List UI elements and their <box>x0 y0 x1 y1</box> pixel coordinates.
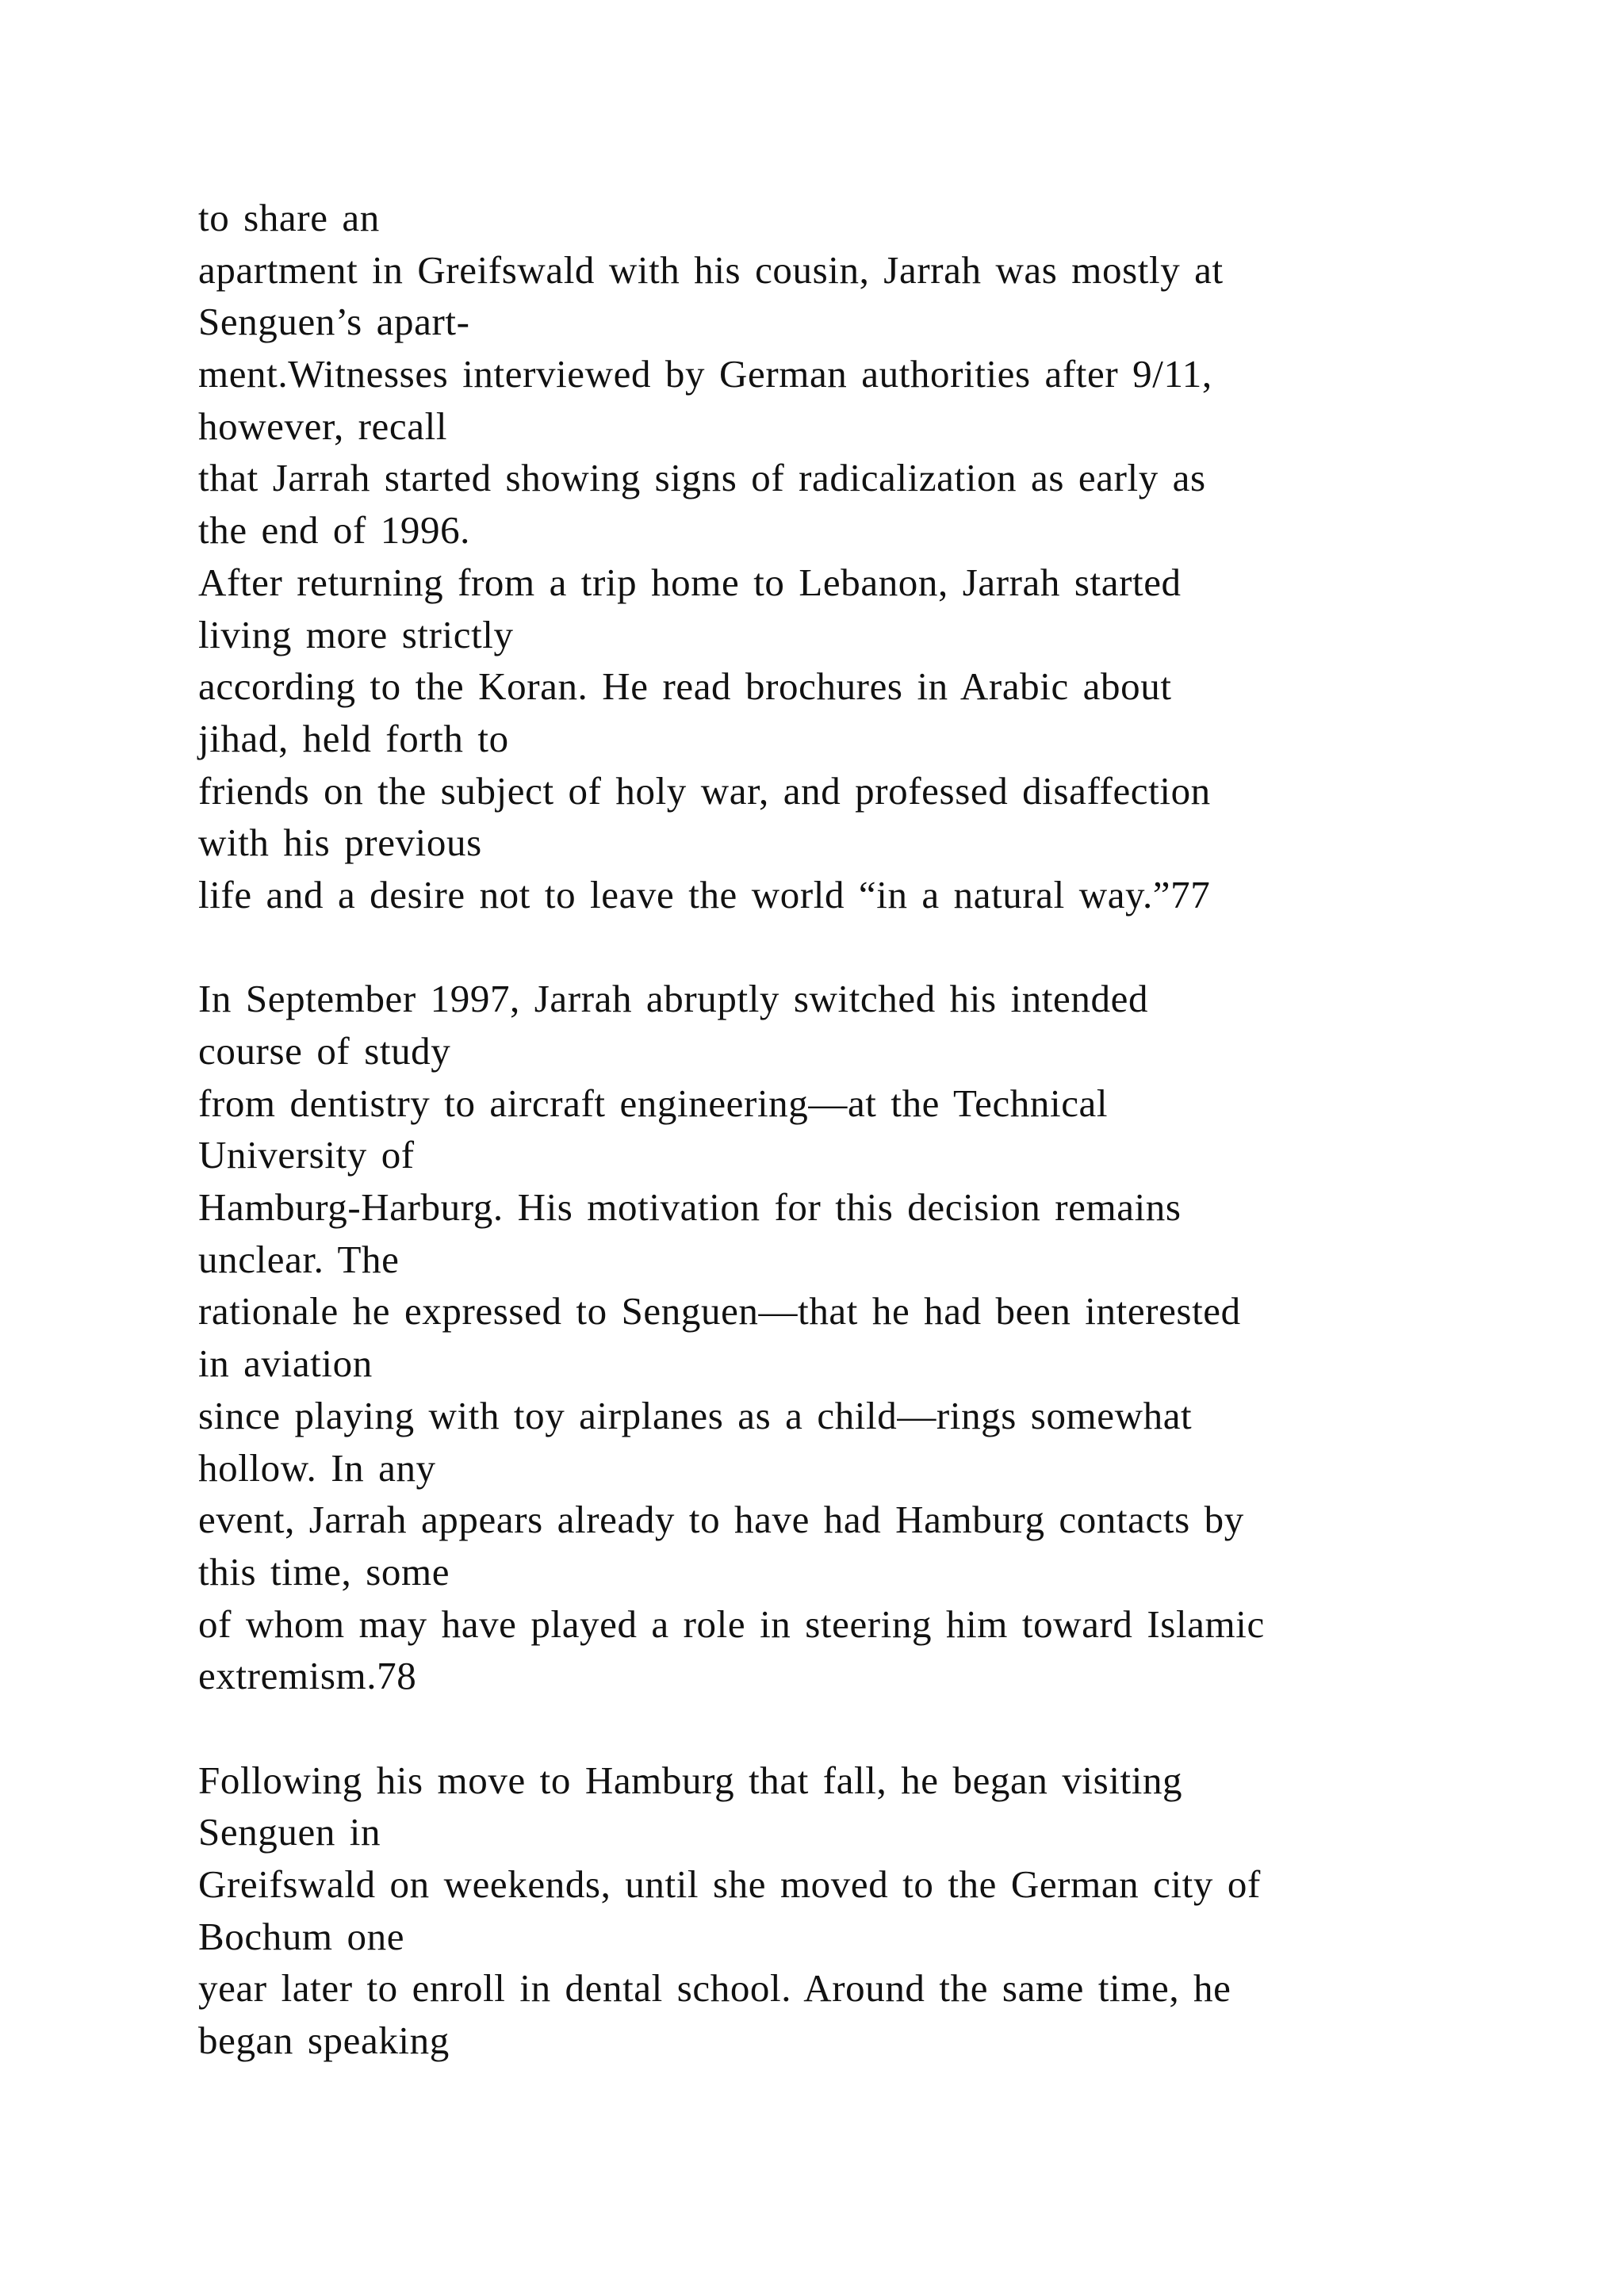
text-line: that Jarrah started showing signs of radicalization as early as <box>198 456 1206 500</box>
body-text <box>198 192 1507 2067</box>
text-line: ment.Witnesses interviewed by German authorities after 9/11, <box>198 352 1212 396</box>
text-line: Senguen’s apart- <box>198 300 470 344</box>
text-line: in aviation <box>198 1341 373 1386</box>
text-line: life and a desire not to leave the world “in a natural way.”77 <box>198 872 1211 916</box>
text-line: according to the Koran. He read brochures in Arabic about <box>198 664 1172 709</box>
paragraph-break <box>198 921 1507 974</box>
text-line: unclear. The <box>198 1237 400 1281</box>
text-line: year later to enroll in dental school. Around the same time, he <box>198 1966 1231 2011</box>
text-line: living more strictly <box>198 612 514 656</box>
text-line: hollow. In any <box>198 1445 436 1490</box>
text-line: friends on the subject of holy war, and professed disaffection <box>198 768 1211 813</box>
text-line: the end of 1996. <box>198 508 471 553</box>
text-line: from dentistry to aircraft engineering—at the Technical <box>198 1081 1109 1125</box>
text-line: since playing with toy airplanes as a child—rings somewhat <box>198 1393 1193 1437</box>
text-line: Greifswald on weekends, until she moved to the German city of <box>198 1862 1261 1906</box>
text-line: In September 1997, Jarrah abruptly switched his intended <box>198 977 1149 1021</box>
text-line: apartment in Greifswald with his cousin, Jarrah was mostly at <box>198 247 1224 292</box>
text-line: with his previous <box>198 821 482 865</box>
text-line: Senguen in <box>198 1810 381 1854</box>
text-line: rationale he expressed to Senguen—that he had been interested <box>198 1289 1241 1334</box>
text-line: extremism.78 <box>198 1654 417 1698</box>
text-line: Hamburg-Harburg. His motivation for this decision remains <box>198 1185 1182 1230</box>
text-line: of whom may have played a role in steering him toward Islamic <box>198 1601 1265 1646</box>
text-line: Following his move to Hamburg that fall, he began visiting <box>198 1758 1183 1802</box>
paragraph-break <box>198 1702 1507 1755</box>
text-line: however, recall <box>198 404 448 448</box>
text-line: course of study <box>198 1029 451 1073</box>
text-line: began speaking <box>198 2019 450 2063</box>
text-line: University of <box>198 1133 415 1177</box>
text-line: jihad, held forth to <box>198 716 509 760</box>
text-line: After returning from a trip home to Lebanon, Jarrah started <box>198 560 1182 604</box>
text-line: Bochum one <box>198 1914 405 1958</box>
text-line: to share an <box>198 196 380 239</box>
text-line: event, Jarrah appears already to have had Hamburg contacts by <box>198 1498 1244 1542</box>
text-line: this time, some <box>198 1549 450 1594</box>
